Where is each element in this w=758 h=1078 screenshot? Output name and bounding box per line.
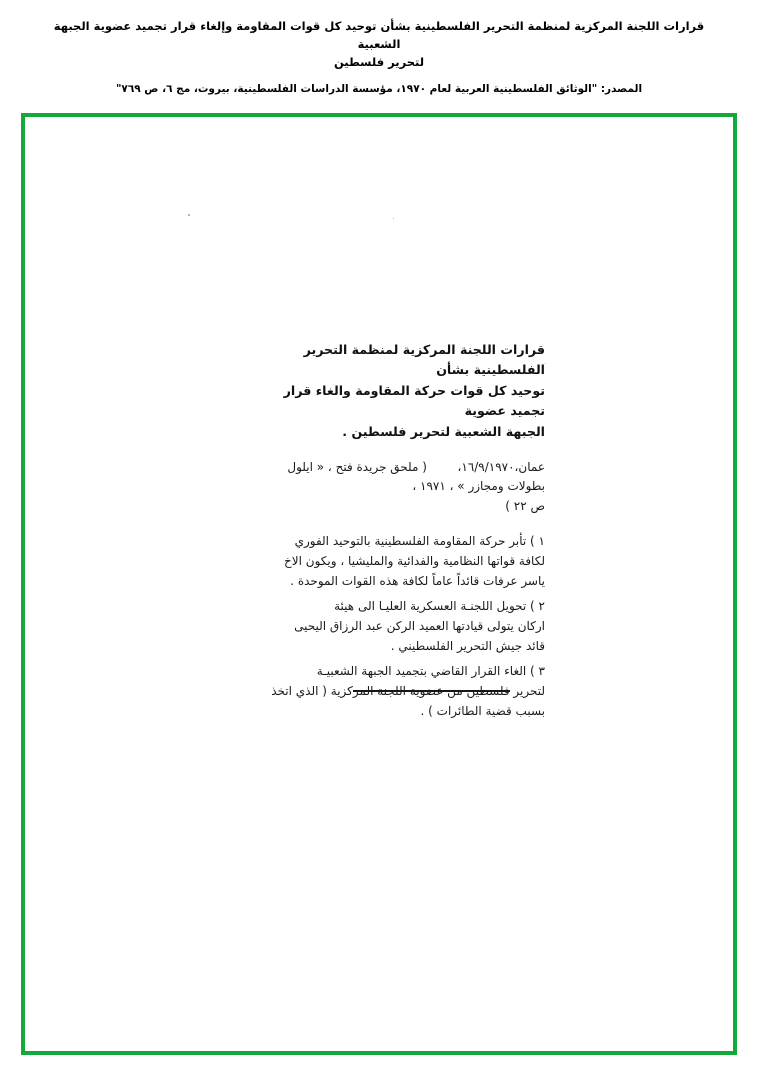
scanned-paragraph-1 bbox=[245, 532, 545, 591]
header-title-line-2: لتحرير فلسطين bbox=[333, 54, 425, 69]
scanned-paragraph-1-line-1: ١ ) تأبر حركة المقاومة الفلسطينية بالتوحيد الفوري bbox=[294, 534, 545, 549]
scanned-title bbox=[245, 340, 545, 442]
scanned-paragraph-2-line-2: اركان يتولى قيادتها العميد الركن عبد الرزاق اليحيى bbox=[294, 618, 545, 633]
document-header bbox=[0, 0, 758, 98]
scanned-reference-block bbox=[245, 458, 545, 516]
scanned-page-area bbox=[25, 117, 733, 1051]
scanned-title-line-2: توحيد كل قوات حركة المقاومة والغاء قرار تجميد عضوية bbox=[283, 382, 545, 419]
scanned-paragraph-2-line-1: ٢ ) تحويل اللجنـة العسكرية العليـا الى هيئة bbox=[334, 599, 545, 614]
scanned-paragraph-1-line-3: ياسر عرفات قائداً عاماً لكافة هذه القوات الموحدة . bbox=[290, 573, 545, 588]
scanned-page-frame bbox=[21, 113, 737, 1055]
scanned-paragraph-3-line-1: ٣ ) الغاء القرار القاضي بتجميد الجبهة الشعبيـة bbox=[316, 664, 545, 679]
scanned-paragraph-2 bbox=[245, 597, 545, 656]
scan-speck-icon bbox=[188, 214, 190, 216]
scanned-title-line-1: قرارات اللجنة المركزية لمنظمة التحرير الفلسطينية بشأن bbox=[303, 342, 545, 378]
scanned-paragraph-3-line-2: لتحرير فلسطين من عضوية اللجنة المركزية ( الذي اتخذ bbox=[271, 683, 545, 698]
horizontal-rule-divider bbox=[353, 690, 510, 692]
header-title-line-1: قرارات اللجنة المركزية لمنظمة التحرير الفلسطينية بشأن توحيد كل قوات المقاومة وإلغاء قرار تجميد عضوية الجبهة الشعبية bbox=[53, 19, 705, 51]
header-source-line: المصدر: "الوثائق الفلسطينية العربية لعام ١٩٧٠، مؤسسة الدراسات الفلسطينية، بيروت، مج ٦، ص ٧٦٩" bbox=[115, 83, 643, 96]
scanned-paragraph-1-line-2: لكافة قواتها النظامية والفدائية والمليشيا ، ويكون الاخ bbox=[284, 553, 545, 568]
scanned-reference-line-1: عمان،١٦/٩/١٩٧٠، ( ملحق جريدة فتح ، « ايلول bbox=[287, 459, 545, 474]
scanned-reference-line-3: ص ٢٢ ) bbox=[505, 498, 545, 513]
scan-speck-icon bbox=[545, 363, 546, 364]
scanned-text-column bbox=[245, 340, 545, 727]
scanned-paragraph-2-line-3: قائد جيش التحرير الفلسطيني . bbox=[390, 638, 545, 653]
scan-speck-icon bbox=[393, 218, 394, 219]
scanned-reference-line-2: بطولات ومجازر » ، ١٩٧١ ، bbox=[412, 479, 545, 494]
scanned-paragraph-3-line-3: بسبب قضية الطائرات ) . bbox=[420, 703, 545, 718]
scanned-title-line-3: الجبهة الشعبية لتحرير فلسطين . bbox=[342, 423, 545, 439]
